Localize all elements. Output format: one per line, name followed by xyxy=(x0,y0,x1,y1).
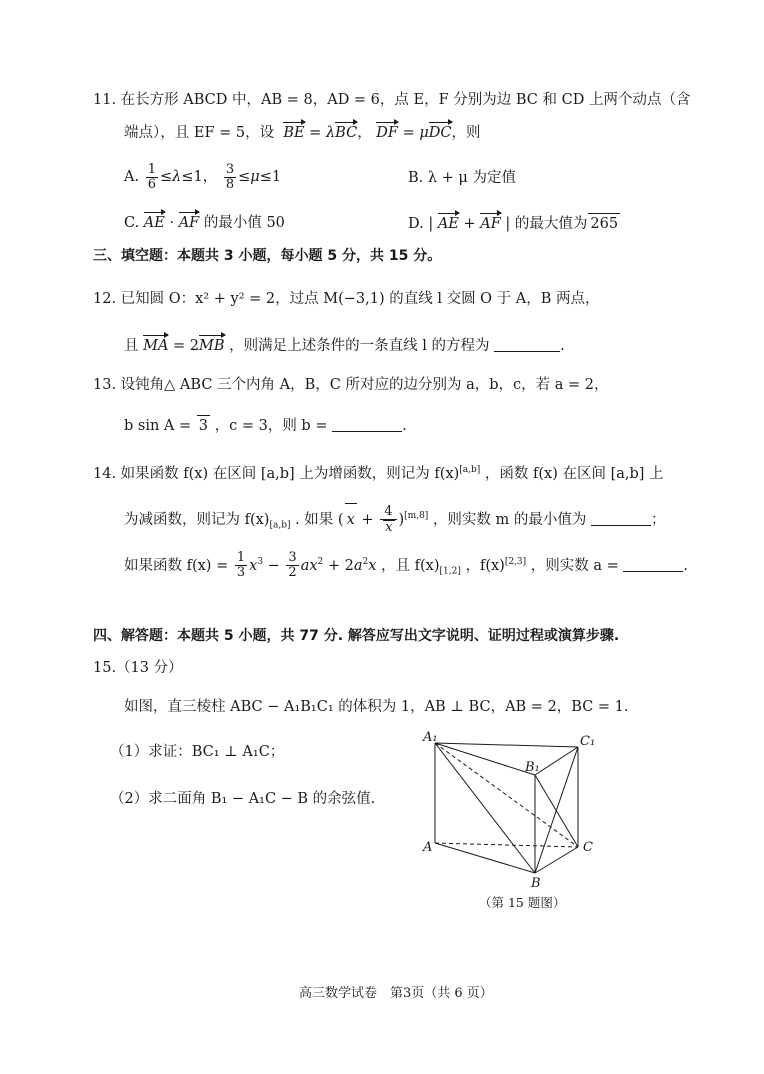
label-b1: B₁ xyxy=(525,760,540,775)
q14-line2: 为减函数，则记为 $f(x)_{[a,b]}$ . 如果 ( x + $\frac{4}{x}$ )[m,8] ，则实数 m 的最小值为 ； xyxy=(124,503,666,535)
edge-a1-b1 xyxy=(435,743,535,775)
q14-line3-sub: [1,2] xyxy=(439,566,461,577)
q14-line2-suffix: ，则实数 m 的最小值为 xyxy=(432,511,587,528)
q15-part2: （2）求二面角 B₁ − A₁C − B 的余弦值. xyxy=(110,791,376,807)
q12-line2-prefix: 且 xyxy=(124,338,139,354)
label-c1: C₁ xyxy=(580,734,596,749)
segment-a1-b xyxy=(435,743,535,873)
q14-line3: 如果函数 f(x) = $\frac{1}{3}$ $x^3$ − $\frac{3}{2}$ $ax^2 + 2a^2x$ ，且 $f(x)_{[1,2]}$ ，f(x)[2,3] ，则实数 a = . xyxy=(124,550,689,581)
q14-line2-sub: [a,b] xyxy=(269,520,291,531)
q11-option-c: C. AE · AF 的最小值 50 xyxy=(124,215,285,231)
q14-answer-blank-2[interactable] xyxy=(623,571,683,572)
edge-a1-c1 xyxy=(435,743,578,747)
edge-a-b xyxy=(435,843,535,873)
q14-line1-prefix: 14. 如果函数 f(x) 在区间 [a,b] 上为增函数，则记为 f(x) xyxy=(93,465,460,482)
q11-option-c-text: 的最小值 50 xyxy=(203,215,285,231)
label-b: B xyxy=(531,876,541,891)
label-a: A xyxy=(423,840,433,855)
label-a1: A₁ xyxy=(423,730,438,745)
q11-option-b: B. λ + μ 为定值 xyxy=(408,170,516,186)
q13-line2-prefix: b sin A = xyxy=(124,418,192,434)
q11-line2-prefix: 端点），且 EF = 5，设 xyxy=(124,125,275,141)
q15-number: 15.（13 分） xyxy=(93,660,183,676)
q14-line3-sup: [2,3] xyxy=(504,557,527,567)
q14-line3-suffix: ，则实数 a = xyxy=(530,557,619,574)
q14-line3-prefix: 如果函数 f(x) = xyxy=(124,557,229,574)
section4-heading: 四、解答题：本题共 5 小题，共 77 分. 解答应写出文字说明、证明过程或演算步骤. xyxy=(93,628,620,644)
segment-a1-c-hidden xyxy=(435,743,578,847)
q11-vector-relations: BE = λBC， DF = μDC，则 xyxy=(283,125,481,141)
q14-line1-suffix: ，函数 f(x) 在区间 [a,b] 上 xyxy=(484,465,664,482)
q14-line2-prefix: 为减函数，则记为 f(x) xyxy=(124,511,270,528)
q11-option-a-label: A. xyxy=(124,169,140,185)
q14-line2-mid: . 如果 xyxy=(295,511,334,528)
q14-answer-blank-1[interactable] xyxy=(591,525,651,526)
q11-option-d-label: D. xyxy=(408,216,424,232)
q12-line2-suffix: ，则满足上述条件的一条直线 l 的方程为 xyxy=(229,338,490,354)
q11-option-d-text: 的最大值为 xyxy=(514,216,588,232)
q11-option-d: D. | AE + AF | 的最大值为 265 xyxy=(408,213,620,234)
q12-answer-blank[interactable] xyxy=(494,351,560,352)
edge-a-c-hidden xyxy=(435,843,578,847)
q11-line1: 11. 在长方形 ABCD 中，AB = 8，AD = 6，点 E，F 分别为边 BC 和 CD 上两个动点（含 xyxy=(93,92,691,108)
segment-b-c1 xyxy=(535,747,578,873)
q12-line1: 12. 已知圆 O：x² + y² = 2，过点 M(−3,1) 的直线 l 交圆 O 于 A，B 两点， xyxy=(93,291,600,307)
q15-stem: 如图，直三棱柱 ABC − A₁B₁C₁ 的体积为 1，AB ⊥ BC，AB = 2，BC = 1. xyxy=(124,699,629,715)
edge-b-c xyxy=(535,847,578,873)
q14-line1 xyxy=(93,460,664,484)
section3-heading: 三、填空题：本题共 3 小题，每小题 5 分，共 15 分。 xyxy=(93,248,442,264)
q12-line2: 且 MA = 2MB ，则满足上述条件的一条直线 l 的方程为 . xyxy=(124,338,565,354)
q14-line2-sup: [m,8] xyxy=(404,511,429,521)
q14-line3-mid2: ，f(x) xyxy=(465,557,505,574)
q15-part1: （1）求证：BC₁ ⊥ A₁C； xyxy=(110,744,285,760)
prism-figure xyxy=(415,725,615,895)
edge-b1-c1 xyxy=(535,747,578,775)
q13-line1: 13. 设钝角△ ABC 三个内角 A，B，C 所对应的边分别为 a，b，c，若 a = 2， xyxy=(93,377,609,393)
q11-line2 xyxy=(124,123,481,143)
q13-answer-blank[interactable] xyxy=(332,431,402,432)
figure-caption: （第 15 题图） xyxy=(479,895,566,910)
q11-option-a: A. $\frac{1}{6}$ ≤λ≤1， $\frac{3}{8}$ ≤μ≤1 xyxy=(124,161,282,192)
page-footer: 高三数学试卷 第3页（共 6 页） xyxy=(299,986,493,1001)
q14-line3-mid: ，且 f(x) xyxy=(381,557,440,574)
label-c: C xyxy=(583,840,593,855)
q13-line2-suffix: ，c = 3，则 b = xyxy=(214,418,328,434)
q11-option-c-label: C. xyxy=(124,215,140,231)
q14-line1-sup: [a,b] xyxy=(459,465,481,475)
q13-line2: b sin A = 3 ，c = 3，则 b = . xyxy=(124,415,407,436)
